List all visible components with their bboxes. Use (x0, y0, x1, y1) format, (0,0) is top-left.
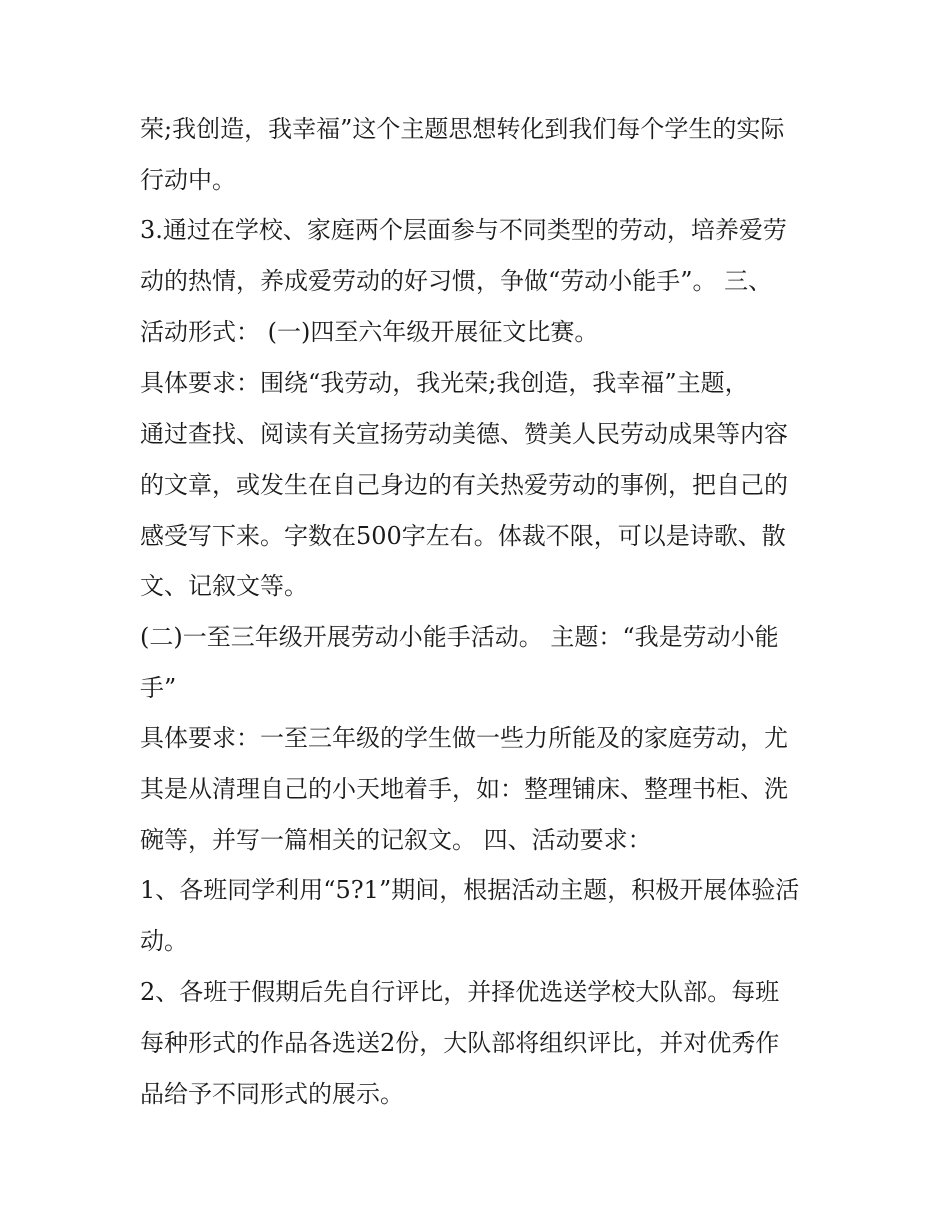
text-line: 的文章，或发生在自己身边的有关热爱劳动的事例，把自己的 (140, 471, 788, 499)
text-line: 活动形式： (一)四至六年级开展征文比赛。 (140, 318, 599, 346)
text-line: 文、记叙文等。 (140, 572, 308, 600)
text-line: 每种形式的作品各选送2份，大队部将组织评比，并对优秀作 (140, 1029, 780, 1057)
text-line: 手” (140, 674, 177, 702)
text-line: 具体要求：围绕“我劳动，我光荣;我创造，我幸福”主题， (140, 369, 749, 397)
text-line: 荣;我创造，我幸福”这个主题思想转化到我们每个学生的实际 (140, 115, 785, 143)
text-line: 3.通过在学校、家庭两个层面参与不同类型的劳动，培养爱劳 (140, 216, 787, 244)
text-line: 碗等，并写一篇相关的记叙文。 四、活动要求： (140, 826, 652, 854)
text-line: 其是从清理自己的小天地着手，如：整理铺床、整理书柜、洗 (140, 775, 788, 803)
text-line: (二)一至三年级开展劳动小能手活动。 主题：“我是劳动小能 (140, 623, 779, 651)
text-line: 品给予不同形式的展示。 (140, 1080, 404, 1108)
text-line: 动。 (140, 927, 188, 955)
text-line: 动的热情，养成爱劳动的好习惯，争做“劳动小能手”。 三、 (140, 267, 773, 295)
text-line: 2、各班于假期后先自行评比，并择优选送学校大队部。每班 (140, 978, 780, 1006)
text-line: 通过查找、阅读有关宣扬劳动美德、赞美人民劳动成果等内容 (140, 420, 788, 448)
text-line: 1、各班同学利用“5?1”期间，根据活动主题，积极开展体验活 (140, 876, 800, 904)
text-line: 感受写下来。字数在500字左右。体裁不限，可以是诗歌、散 (140, 522, 786, 550)
text-line: 行动中。 (140, 166, 236, 194)
text-line: 具体要求：一至三年级的学生做一些力所能及的家庭劳动，尤 (140, 724, 788, 752)
